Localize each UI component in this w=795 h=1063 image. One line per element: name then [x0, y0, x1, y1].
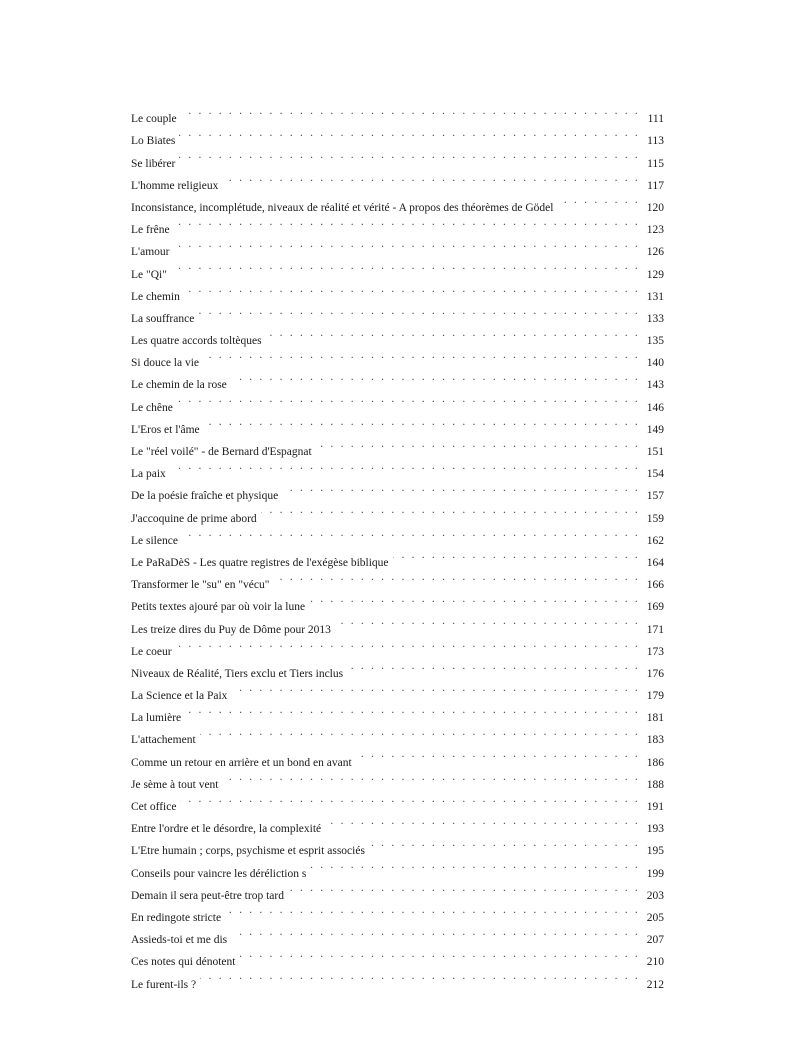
dot-leader — [558, 189, 641, 211]
dot-leader — [325, 810, 640, 832]
dot-leader — [200, 721, 640, 743]
toc-entry-page-number: 149 — [646, 423, 664, 436]
toc-entry-page-number: 157 — [646, 490, 664, 503]
toc-entry — [131, 411, 664, 436]
toc-entry-title: L'attachement — [131, 734, 196, 747]
toc-entry-page-number: 135 — [646, 335, 664, 348]
dot-leader — [173, 233, 640, 255]
toc-entry-title: Je sème à tout vent — [131, 778, 219, 791]
toc-entry-page-number: 151 — [646, 446, 664, 458]
toc-entry — [131, 544, 664, 569]
toc-entry-title: Assieds-toi et me dis — [131, 934, 228, 947]
dot-leader — [223, 766, 640, 788]
dot-leader — [356, 743, 640, 765]
toc-entry-title: Transformer le "su" en "vécu" — [131, 579, 270, 592]
dot-leader — [261, 499, 640, 521]
dot-leader — [231, 677, 640, 699]
toc-entry — [131, 344, 664, 370]
toc-entry-title: La paix — [131, 468, 166, 481]
dot-leader — [185, 699, 640, 721]
toc-entry-title: Les treize dires du Puy de Dôme pour 2013 — [131, 623, 331, 636]
toc-entry — [131, 633, 664, 658]
toc-entry — [131, 144, 664, 170]
toc-entry — [131, 211, 664, 237]
toc-entry-title: Demain il sera peut-être trop tard — [131, 889, 284, 902]
toc-entry — [131, 366, 664, 392]
toc-entry-page-number: 181 — [646, 712, 664, 725]
toc-entry-title: Les quatre accords toltèques — [131, 335, 262, 348]
dot-leader — [198, 300, 640, 322]
toc-entry — [131, 743, 664, 769]
toc-entry-page-number: 133 — [646, 312, 664, 325]
dot-leader — [200, 965, 640, 987]
dot-leader — [310, 854, 640, 876]
dot-leader — [182, 522, 640, 544]
toc-entry-title: L'Eros et l'âme — [131, 423, 200, 436]
dot-leader — [239, 943, 640, 965]
toc-entry-page-number: 205 — [646, 911, 664, 924]
toc-entry — [131, 433, 664, 458]
toc-entry-page-number: 191 — [646, 801, 664, 813]
toc-entry-page-number: 183 — [646, 734, 664, 747]
dot-leader — [225, 899, 640, 921]
toc-entry-page-number: 195 — [646, 845, 664, 858]
toc-entry-page-number: 143 — [646, 379, 664, 392]
toc-entry-title: J'accoquine de prime abord — [131, 512, 257, 525]
toc-entry-page-number: 123 — [646, 224, 664, 237]
toc-entry — [131, 300, 664, 325]
toc-entry-title: Le coeur — [131, 645, 172, 658]
toc-entry — [131, 255, 664, 281]
toc-entry-page-number: 179 — [646, 690, 664, 703]
toc-entry-title: La lumière — [131, 712, 182, 725]
toc-entry-page-number: 154 — [646, 468, 664, 481]
dot-leader — [177, 388, 640, 410]
toc-entry — [131, 721, 664, 747]
dot-leader — [393, 544, 640, 566]
toc-entry — [131, 233, 664, 259]
toc-entry-title: Inconsistance, incomplétude, niveaux de réalité et vérité - A propos des théorèmes de Gödel — [131, 201, 554, 214]
dot-leader — [231, 921, 640, 943]
toc-entry-title: De la poésie fraîche et physique — [131, 490, 279, 503]
toc-entry-page-number: 115 — [647, 157, 664, 170]
toc-entry-page-number: 199 — [646, 867, 664, 880]
dot-leader — [176, 633, 640, 655]
dot-leader — [309, 588, 640, 610]
toc-entry-title: Le silence — [131, 534, 178, 547]
dot-leader — [288, 877, 640, 899]
toc-entry-title: La Science et la Paix — [131, 690, 228, 703]
toc-entry-page-number: 159 — [646, 512, 664, 525]
dot-leader — [179, 144, 640, 166]
dot-leader — [171, 255, 640, 277]
toc-entry-title: Le couple — [131, 113, 177, 126]
toc-entry-page-number: 131 — [646, 290, 664, 303]
toc-entry-title: Lo Biates — [131, 135, 176, 148]
toc-entry — [131, 522, 664, 547]
dot-leader — [174, 211, 640, 233]
dot-leader — [282, 477, 640, 499]
toc-entry — [131, 278, 664, 303]
dot-leader — [369, 832, 640, 854]
toc-entry — [131, 965, 664, 991]
toc-entry-page-number: 203 — [646, 889, 664, 902]
dot-leader — [266, 322, 640, 344]
toc-entry — [131, 655, 664, 680]
toc-entry-title: Comme un retour en arrière et un bond en avant — [131, 756, 352, 769]
toc-entry-title: Le "réel voilé" - de Bernard d'Espagnat — [131, 446, 312, 458]
toc-entry-page-number: 212 — [646, 978, 664, 991]
toc-entry-page-number: 207 — [646, 934, 664, 947]
toc-entry — [131, 100, 664, 126]
toc-entry-title: Niveaux de Réalité, Tiers exclu et Tiers inclus — [131, 667, 344, 680]
toc-entry-page-number: 171 — [646, 623, 664, 636]
dot-leader — [222, 167, 640, 189]
toc-entry-page-number: 126 — [646, 246, 664, 259]
toc-entry-title: En redingote stricte — [131, 911, 222, 924]
toc-entry-title: Cet office — [131, 801, 177, 813]
dot-leader — [347, 655, 640, 677]
dot-leader — [273, 566, 640, 588]
toc-entry — [131, 122, 664, 148]
dot-leader — [204, 411, 640, 433]
toc-entry-page-number: 120 — [646, 201, 664, 214]
dot-leader — [184, 278, 640, 300]
toc-entry-page-number: 193 — [646, 823, 664, 836]
toc-entry-page-number: 111 — [647, 113, 664, 126]
toc-entry-page-number: 129 — [646, 268, 664, 281]
toc-entry-title: Ces notes qui dénotent — [131, 956, 236, 969]
toc-entry — [131, 322, 664, 348]
toc-entry-page-number: 210 — [646, 956, 664, 969]
toc-entry — [131, 455, 664, 481]
dot-leader — [231, 366, 640, 388]
toc-entry-title: Petits textes ajouré par où voir la lune — [131, 601, 306, 614]
toc-entry — [131, 167, 664, 192]
dot-leader — [335, 610, 640, 632]
toc-entry-page-number: 188 — [646, 778, 664, 791]
toc-entry — [131, 788, 664, 813]
toc-entry-title: La souffrance — [131, 312, 195, 325]
toc-entry-title: Le "Qi" — [131, 268, 167, 281]
toc-entry-page-number: 140 — [646, 357, 664, 370]
table-of-contents — [131, 100, 664, 991]
toc-entry-title: Conseils pour vaincre les déréliction s — [131, 867, 307, 880]
toc-entry-title: Le furent-ils ? — [131, 978, 197, 991]
toc-entry-page-number: 173 — [646, 645, 664, 658]
toc-entry-title: Se libérer — [131, 157, 176, 170]
toc-entry-page-number: 117 — [647, 179, 664, 192]
toc-entry-page-number: 169 — [646, 601, 664, 614]
toc-entry-title: Le chemin de la rose — [131, 379, 227, 392]
toc-entry-title: Le chêne — [131, 401, 173, 414]
dot-leader — [316, 433, 640, 455]
toc-entry-title: L'amour — [131, 246, 170, 259]
toc-entry-page-number: 186 — [646, 756, 664, 769]
toc-entry — [131, 699, 664, 725]
toc-entry-page-number: 176 — [646, 667, 664, 680]
toc-entry-page-number: 113 — [647, 135, 664, 148]
dot-leader — [203, 344, 640, 366]
toc-entry-title: Entre l'ordre et le désordre, la complexité — [131, 823, 322, 836]
toc-entry-title: Le frêne — [131, 224, 170, 237]
toc-entry — [131, 388, 664, 414]
dot-leader — [180, 788, 640, 810]
toc-entry-title: Si douce la vie — [131, 357, 200, 370]
toc-entry-title: Le chemin — [131, 290, 180, 303]
toc-entry — [131, 477, 664, 503]
dot-leader — [179, 122, 640, 144]
toc-entry-page-number: 164 — [646, 556, 664, 569]
toc-entry — [131, 810, 664, 836]
dot-leader — [181, 100, 640, 122]
toc-entry-page-number: 146 — [646, 401, 664, 414]
dot-leader — [170, 455, 640, 477]
toc-entry-title: Le PaRaDèS - Les quatre registres de l'exégèse biblique — [131, 556, 389, 569]
toc-entry-page-number: 162 — [646, 534, 664, 547]
toc-entry-title: L'homme religieux — [131, 179, 219, 192]
toc-entry-page-number: 166 — [646, 579, 664, 592]
toc-entry-title: L'Etre humain ; corps, psychisme et esprit associés — [131, 845, 365, 858]
